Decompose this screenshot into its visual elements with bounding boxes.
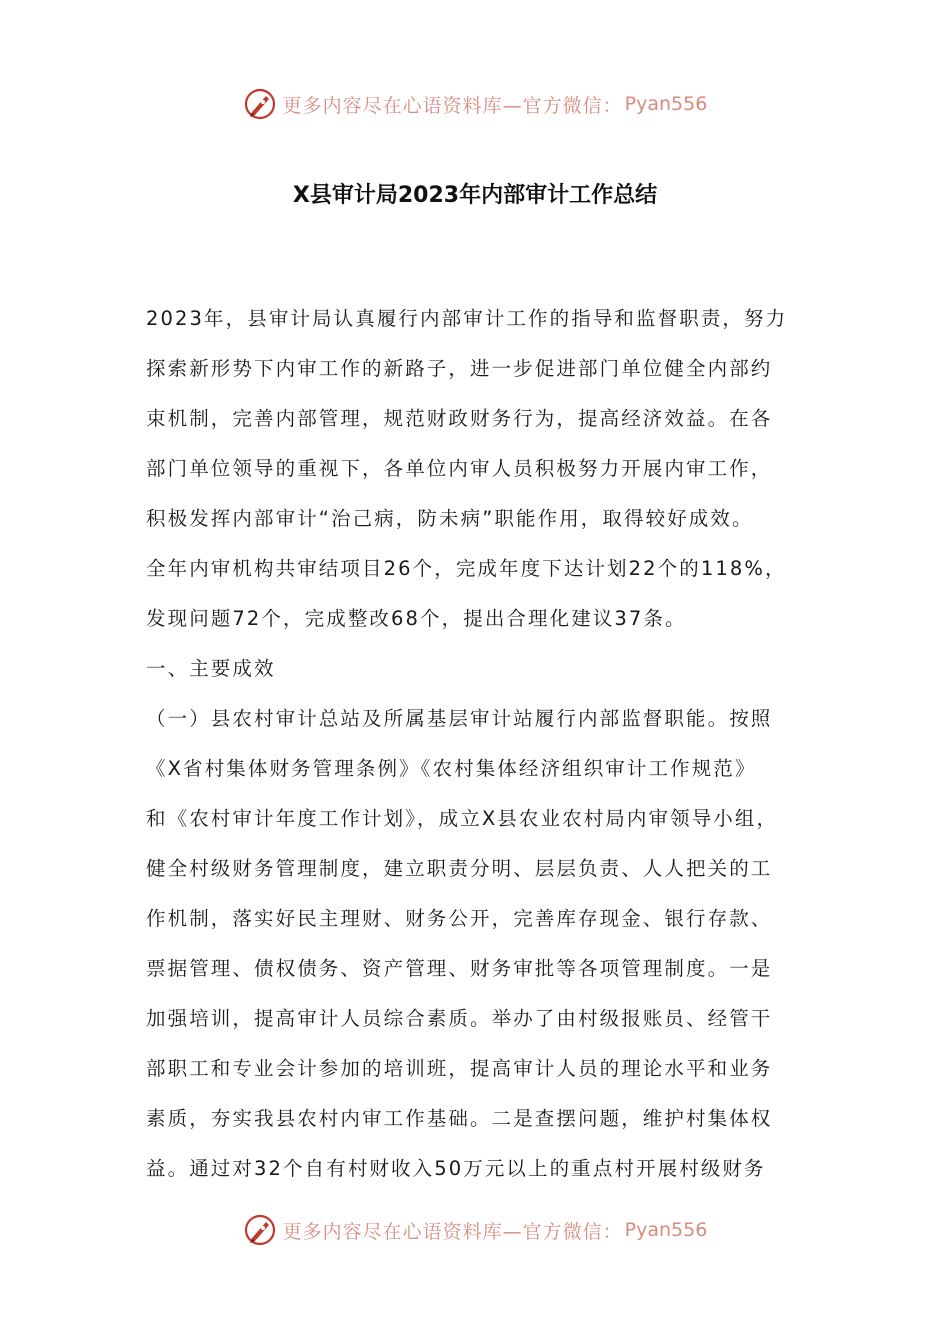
paragraph-line: 加强培训，提高审计人员综合素质。举办了由村级报账员、经管干 [146, 1007, 773, 1030]
paragraph-line: 探索新形势下内审工作的新路子，进一步促进部门单位健全内部约 [146, 357, 773, 380]
paragraph-line: 《X省村集体财务管理条例》《农村集体经济组织审计工作规范》 [146, 757, 757, 780]
paragraph-line: 票据管理、债权债务、资产管理、财务审批等各项管理制度。一是 [146, 957, 773, 980]
paragraph-line: 部职工和专业会计参加的培训班，提高审计人员的理论水平和业务 [146, 1057, 773, 1080]
document-title: X县审计局2023年内部审计工作总结 [292, 183, 658, 208]
pen-logo-icon [243, 87, 277, 121]
paragraph-line: 2023年，县审计局认真履行内部审计工作的指导和监督职责，努力 [146, 307, 788, 330]
paragraph-line: 和《农村审计年度工作计划》，成立X县农业农村局内审领导小组， [146, 807, 779, 830]
paragraph-line: 益。通过对32个自有村财收入50万元以上的重点村开展村级财务 [146, 1157, 766, 1180]
watermark-text: 更多内容尽在心语资料库—官方微信： [282, 1220, 623, 1243]
paragraph-line: 发现问题72个，完成整改68个，提出合理化建议37条。 [146, 607, 687, 630]
paragraph-line: 健全村级财务管理制度，建立职责分明、层层负责、人人把关的工 [146, 857, 773, 880]
section-heading: 一、主要成效 [146, 657, 276, 680]
watermark-wechat-id: Pyan556 [624, 93, 708, 115]
paragraph-line: 全年内审机构共审结项目26个，完成年度下达计划22个的118%， [146, 557, 787, 580]
watermark-wechat-id: Pyan556 [624, 1219, 708, 1241]
watermark-header [0, 84, 950, 124]
paragraph-line: （一）县农村审计总站及所属基层审计站履行内部监督职能。按照 [146, 707, 773, 730]
watermark-footer [0, 1210, 950, 1250]
paragraph-line: 部门单位领导的重视下，各单位内审人员积极努力开展内审工作， [146, 457, 773, 480]
pen-logo-icon [243, 1213, 277, 1247]
paragraph-line: 束机制，完善内部管理，规范财政财务行为，提高经济效益。在各 [146, 407, 773, 430]
document-body [146, 294, 814, 1194]
paragraph-line: 素质，夯实我县农村内审工作基础。二是查摆问题，维护村集体权 [146, 1107, 773, 1130]
paragraph-line: 作机制，落实好民主理财、财务公开，完善库存现金、银行存款、 [146, 907, 773, 930]
watermark-text: 更多内容尽在心语资料库—官方微信： [282, 94, 623, 117]
paragraph-line: 积极发挥内部审计“治己病，防未病”职能作用，取得较好成效。 [146, 507, 754, 530]
